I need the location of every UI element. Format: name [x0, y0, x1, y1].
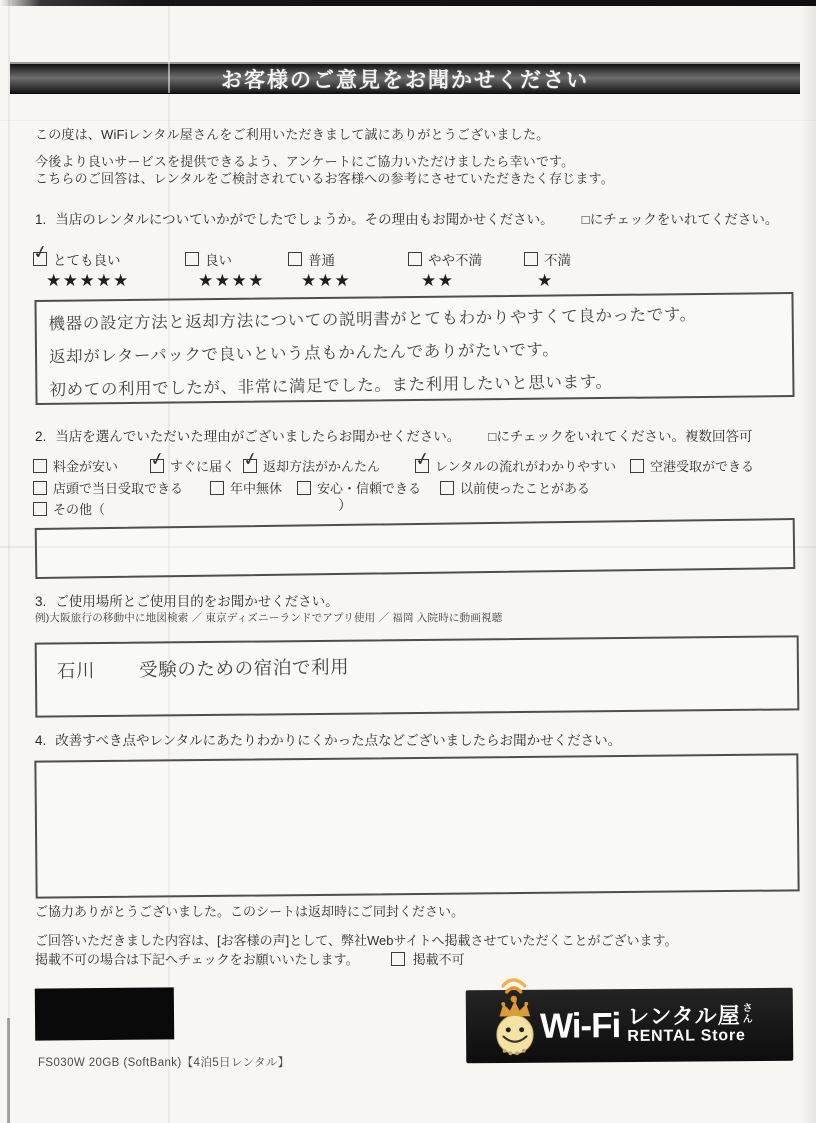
logo-jp-suffix-2: ん — [742, 1013, 753, 1025]
wifi-rental-store-logo — [466, 988, 794, 1064]
q2-option-clear-flow — [413, 447, 617, 475]
q2-checkbox-used-before[interactable] — [440, 481, 454, 495]
q2-checkbox-clear-flow[interactable] — [413, 447, 433, 473]
q4-header — [35, 729, 621, 749]
q2-checkbox-open-all-year[interactable] — [210, 481, 224, 495]
q3-example: 例)大阪旅行の移動中に地図検索 ／ 東京ディズニーランドでアプリ使用 ／ 福岡 入院時に動画視聴 — [35, 612, 503, 624]
rating-checkbox-slightly-dissatisfied[interactable] — [408, 252, 422, 266]
q1-check-hint: □にチェックをいれてください。 — [581, 212, 779, 227]
q2-option-trustworthy — [297, 478, 421, 497]
wifi-wordmark: Wi-Fi — [539, 1006, 621, 1046]
device-info: FS030W 20GB (SoftBank)【4泊5日レンタル】 — [38, 1057, 290, 1069]
star-icons-3: ★★★ — [301, 271, 352, 290]
q2-checkbox-easy-return[interactable] — [241, 447, 261, 473]
rating-label: 不満 — [544, 253, 571, 268]
q2-option-label: 安心・信頼できる — [317, 481, 422, 496]
q2-option-airport-pickup — [630, 456, 754, 475]
rating-option-slightly-dissatisfied — [408, 249, 482, 291]
q2-option-easy-return — [241, 447, 381, 475]
rating-label: 良い — [205, 253, 232, 268]
optout-label: 掲載不可 — [412, 952, 465, 967]
mascot-icon — [490, 997, 536, 1055]
logo-japanese-name — [627, 1004, 753, 1028]
rating-option-good — [185, 249, 265, 291]
redacted-address-block — [35, 987, 174, 1040]
logo-jp-main: レンタル屋 — [627, 1003, 741, 1030]
q2-checkbox-store-pickup[interactable] — [33, 481, 47, 495]
handwritten-comment-line-3: 初めての利用でしたが、非常に満足でした。また利用したいと思います。 — [49, 373, 613, 400]
paper-fold-crease-horizontal-2 — [0, 120, 816, 121]
q2-checkbox-other[interactable] — [33, 502, 47, 516]
q3-header — [35, 590, 339, 610]
optout-checkbox[interactable] — [391, 952, 405, 966]
intro-line-2: 今後より良いサービスを提供できるよう、アンケートにご協力いただけましたら幸いです。 — [35, 154, 575, 169]
rating-label: とても良い — [53, 253, 121, 268]
intro-line-3: こちらのご回答は、レンタルをご検討されているお客様への参考にさせていただきたく存じます。 — [35, 171, 614, 186]
q2-option-label: すぐに届く — [170, 459, 236, 474]
handwritten-location: 石川 — [56, 659, 96, 682]
star-icon-1: ★ — [537, 271, 554, 290]
q2-option-open-all-year — [210, 478, 282, 497]
q2-checkbox-airport-pickup[interactable] — [630, 459, 644, 473]
rating-option-very-good — [31, 240, 130, 291]
rating-checkbox-good[interactable] — [185, 252, 199, 266]
rating-option-normal — [288, 249, 351, 291]
scan-right-shading — [800, 0, 816, 1123]
q2-question: 当店を選んでいただいた理由がございましたらお聞かせください。 — [55, 429, 461, 444]
star-icons-2: ★★ — [421, 271, 455, 290]
rating-label: やや不満 — [428, 253, 482, 268]
q4-number: 4. — [35, 733, 47, 748]
scanner-top-edge — [0, 0, 816, 6]
wifi-signal-icon — [502, 977, 536, 1003]
check-icon: ✓ — [148, 447, 168, 470]
scanner-left-edge — [8, 0, 10, 1123]
q2-option-label: 料金が安い — [53, 459, 119, 474]
star-icons-4: ★★★★ — [198, 271, 265, 290]
q3-number: 3. — [35, 594, 47, 609]
handwritten-comment-line-2: 返却がレターパックで良いという点もかんたんでありがたいです。 — [48, 340, 560, 367]
q2-option-label: 年中無休 — [230, 481, 283, 496]
survey-title: お客様のご意見をお聞かせください — [221, 69, 589, 92]
q2-option-label: 店頭で当日受取できる — [53, 481, 184, 496]
q3-question: ご使用場所とご使用目的をお聞かせください。 — [55, 594, 339, 609]
logo-jp-suffix-1: さ — [742, 1003, 753, 1015]
star-icons-5: ★★★★★ — [46, 271, 130, 290]
handwritten-comment-line-1: 機器の設定方法と返却方法についての説明書がとてもわかりやすくて良かったです。 — [48, 305, 697, 334]
footer-thanks: ご協力ありがとうございました。このシートは返却時にご同封ください。 — [35, 904, 465, 919]
q1-comment-box[interactable] — [34, 292, 794, 405]
q2-option-label: 以前使ったことがある — [460, 481, 591, 496]
footer-optout-row — [35, 949, 465, 968]
rating-checkbox-normal[interactable] — [288, 252, 302, 266]
q2-option-fast-delivery — [148, 447, 236, 475]
intro-line-1: この度は、WiFiレンタル屋さんをご利用いただきまして誠にありがとうございました。 — [35, 127, 550, 142]
logo-english-name: RENTAL Store — [627, 1027, 746, 1046]
q2-option-label: 返却方法がかんたん — [263, 459, 381, 474]
q2-option-cheap — [33, 456, 118, 475]
rating-checkbox-dissatisfied[interactable] — [524, 252, 538, 266]
crease-over-title-band — [168, 61, 170, 93]
q2-option-label: その他（ — [53, 502, 106, 517]
q2-checkbox-cheap[interactable] — [33, 459, 47, 473]
q2-other-close-paren: ） — [338, 497, 353, 513]
check-icon: ✓ — [413, 447, 433, 470]
q4-answer-box[interactable] — [34, 753, 799, 898]
scanner-left-edge-dark — [7, 1018, 10, 1123]
rating-checkbox-very-good[interactable] — [31, 240, 51, 266]
q1-question: 当店のレンタルについていかがでしたでしょうか。その理由もお聞かせください。 — [55, 212, 554, 227]
survey-title-band — [10, 62, 800, 94]
rating-label: 普通 — [308, 253, 335, 268]
logo-jp-suffix — [743, 1004, 753, 1025]
q2-check-hint: □にチェックをいれてください。複数回答可 — [488, 429, 753, 444]
q2-checkbox-fast-delivery[interactable] — [148, 447, 168, 473]
handwritten-purpose: 受験のための宿泊で利用 — [139, 656, 350, 681]
q2-option-label: 空港受取ができる — [650, 459, 755, 474]
q2-option-used-before — [440, 478, 590, 497]
footer-notice: ご回答いただきました内容は、[お客様の声]として、弊社Webサイトへ掲載させていただくことがございます。 — [35, 933, 678, 948]
check-icon: ✓ — [31, 240, 51, 264]
q2-comment-box[interactable] — [35, 518, 796, 579]
optout-group — [391, 949, 465, 968]
rating-option-dissatisfied — [524, 249, 571, 291]
q2-option-label: レンタルの流れがわかりやすい — [435, 459, 617, 474]
q4-question: 改善すべき点やレンタルにあたりわかりにくかった点などございましたらお聞かせください。 — [55, 733, 622, 748]
q1-header — [35, 208, 778, 228]
q2-option-store-pickup — [33, 478, 183, 497]
q2-checkbox-trustworthy[interactable] — [297, 481, 311, 495]
q2-number: 2. — [35, 429, 47, 444]
q3-answer-box[interactable] — [35, 635, 800, 717]
check-icon: ✓ — [241, 447, 261, 470]
q2-option-other — [33, 499, 105, 518]
q1-number: 1. — [35, 212, 47, 227]
footer-optout-prompt: 掲載不可の場合は下記へチェックをお願いいたします。 — [35, 952, 359, 967]
q2-header — [35, 425, 753, 445]
